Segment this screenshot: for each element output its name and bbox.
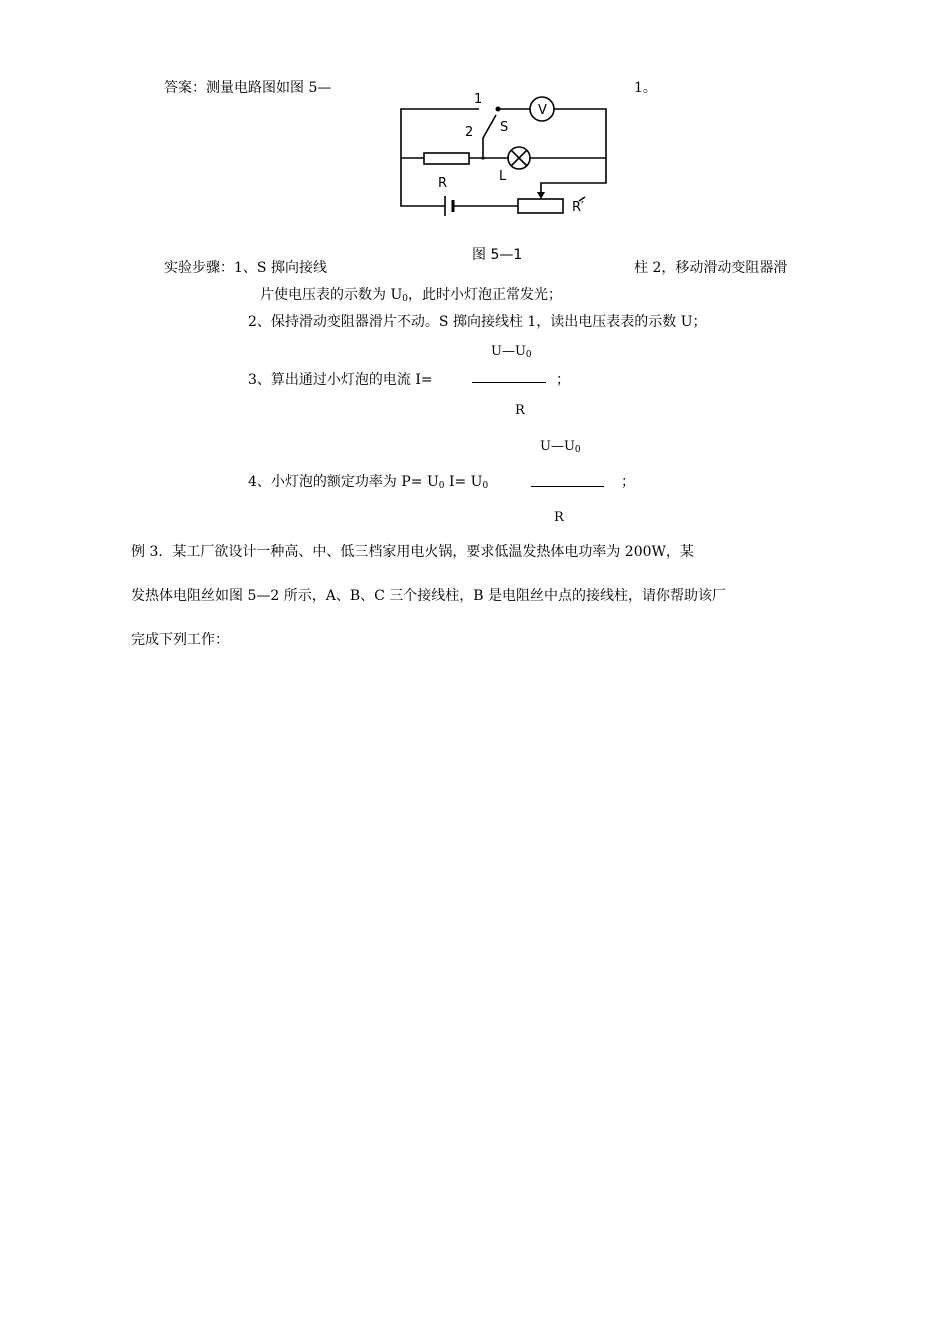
example3-line3: 完成下列工作：	[131, 632, 229, 648]
resistor-label: R	[438, 176, 448, 191]
lamp-label: L	[499, 169, 507, 184]
switch-label: S	[500, 120, 509, 135]
step3-fraction-line	[472, 382, 546, 383]
step2-text: 2、保持滑动变阻器滑片不动。S 掷向接线柱 1，读出电压表表的示数 U；	[248, 314, 707, 330]
step3-text: 3、算出通过小灯泡的电流 I=	[248, 372, 433, 388]
rheostat-label: R′	[572, 200, 584, 215]
example3-line1: 例 3．某工厂欲设计一种高、中、低三档家用电火锅，要求低温发热体电功率为 200W，某	[131, 544, 694, 560]
figure-caption: 图 5—1	[472, 247, 523, 263]
step3-end: ；	[556, 372, 570, 388]
answer-prefix: 答案：测量电路图如图 5—	[164, 80, 332, 96]
voltmeter-label: V	[538, 103, 547, 118]
step3-denominator: R	[515, 403, 525, 418]
answer-suffix: 1。	[634, 80, 657, 96]
step4-fraction-line	[531, 486, 604, 487]
resistor-r-icon	[424, 153, 469, 164]
step4-numerator: $U—U_0$	[540, 439, 581, 455]
switch-pos2-label: 2	[465, 125, 474, 140]
wire-rheostat-slider	[541, 158, 606, 196]
switch-blade	[483, 115, 496, 138]
step4-end: ；	[621, 474, 635, 490]
step4-text: 4、小灯泡的额定功率为 $P= U_0$ $I= U_0$	[248, 474, 489, 491]
step3-numerator: $U—U_0$	[491, 344, 532, 360]
step1-line2: 片使电压表的示数为 $U_0$，此时小灯泡正常发光；	[260, 287, 562, 304]
example3-line2: 发热体电阻丝如图 5—2 所示，A、B、C 三个接线柱，B 是电阻丝中点的接线柱，请你帮助该厂	[131, 588, 727, 604]
switch-pos1-label: 1	[474, 92, 483, 107]
step4-denominator: R	[554, 510, 564, 525]
step1-tail: 柱 2，移动滑动变阻器滑	[634, 260, 788, 276]
circuit-diagram	[388, 86, 620, 226]
steps-lead: 实验步骤：1、S 掷向接线	[164, 260, 327, 276]
rheostat-icon	[518, 199, 563, 213]
